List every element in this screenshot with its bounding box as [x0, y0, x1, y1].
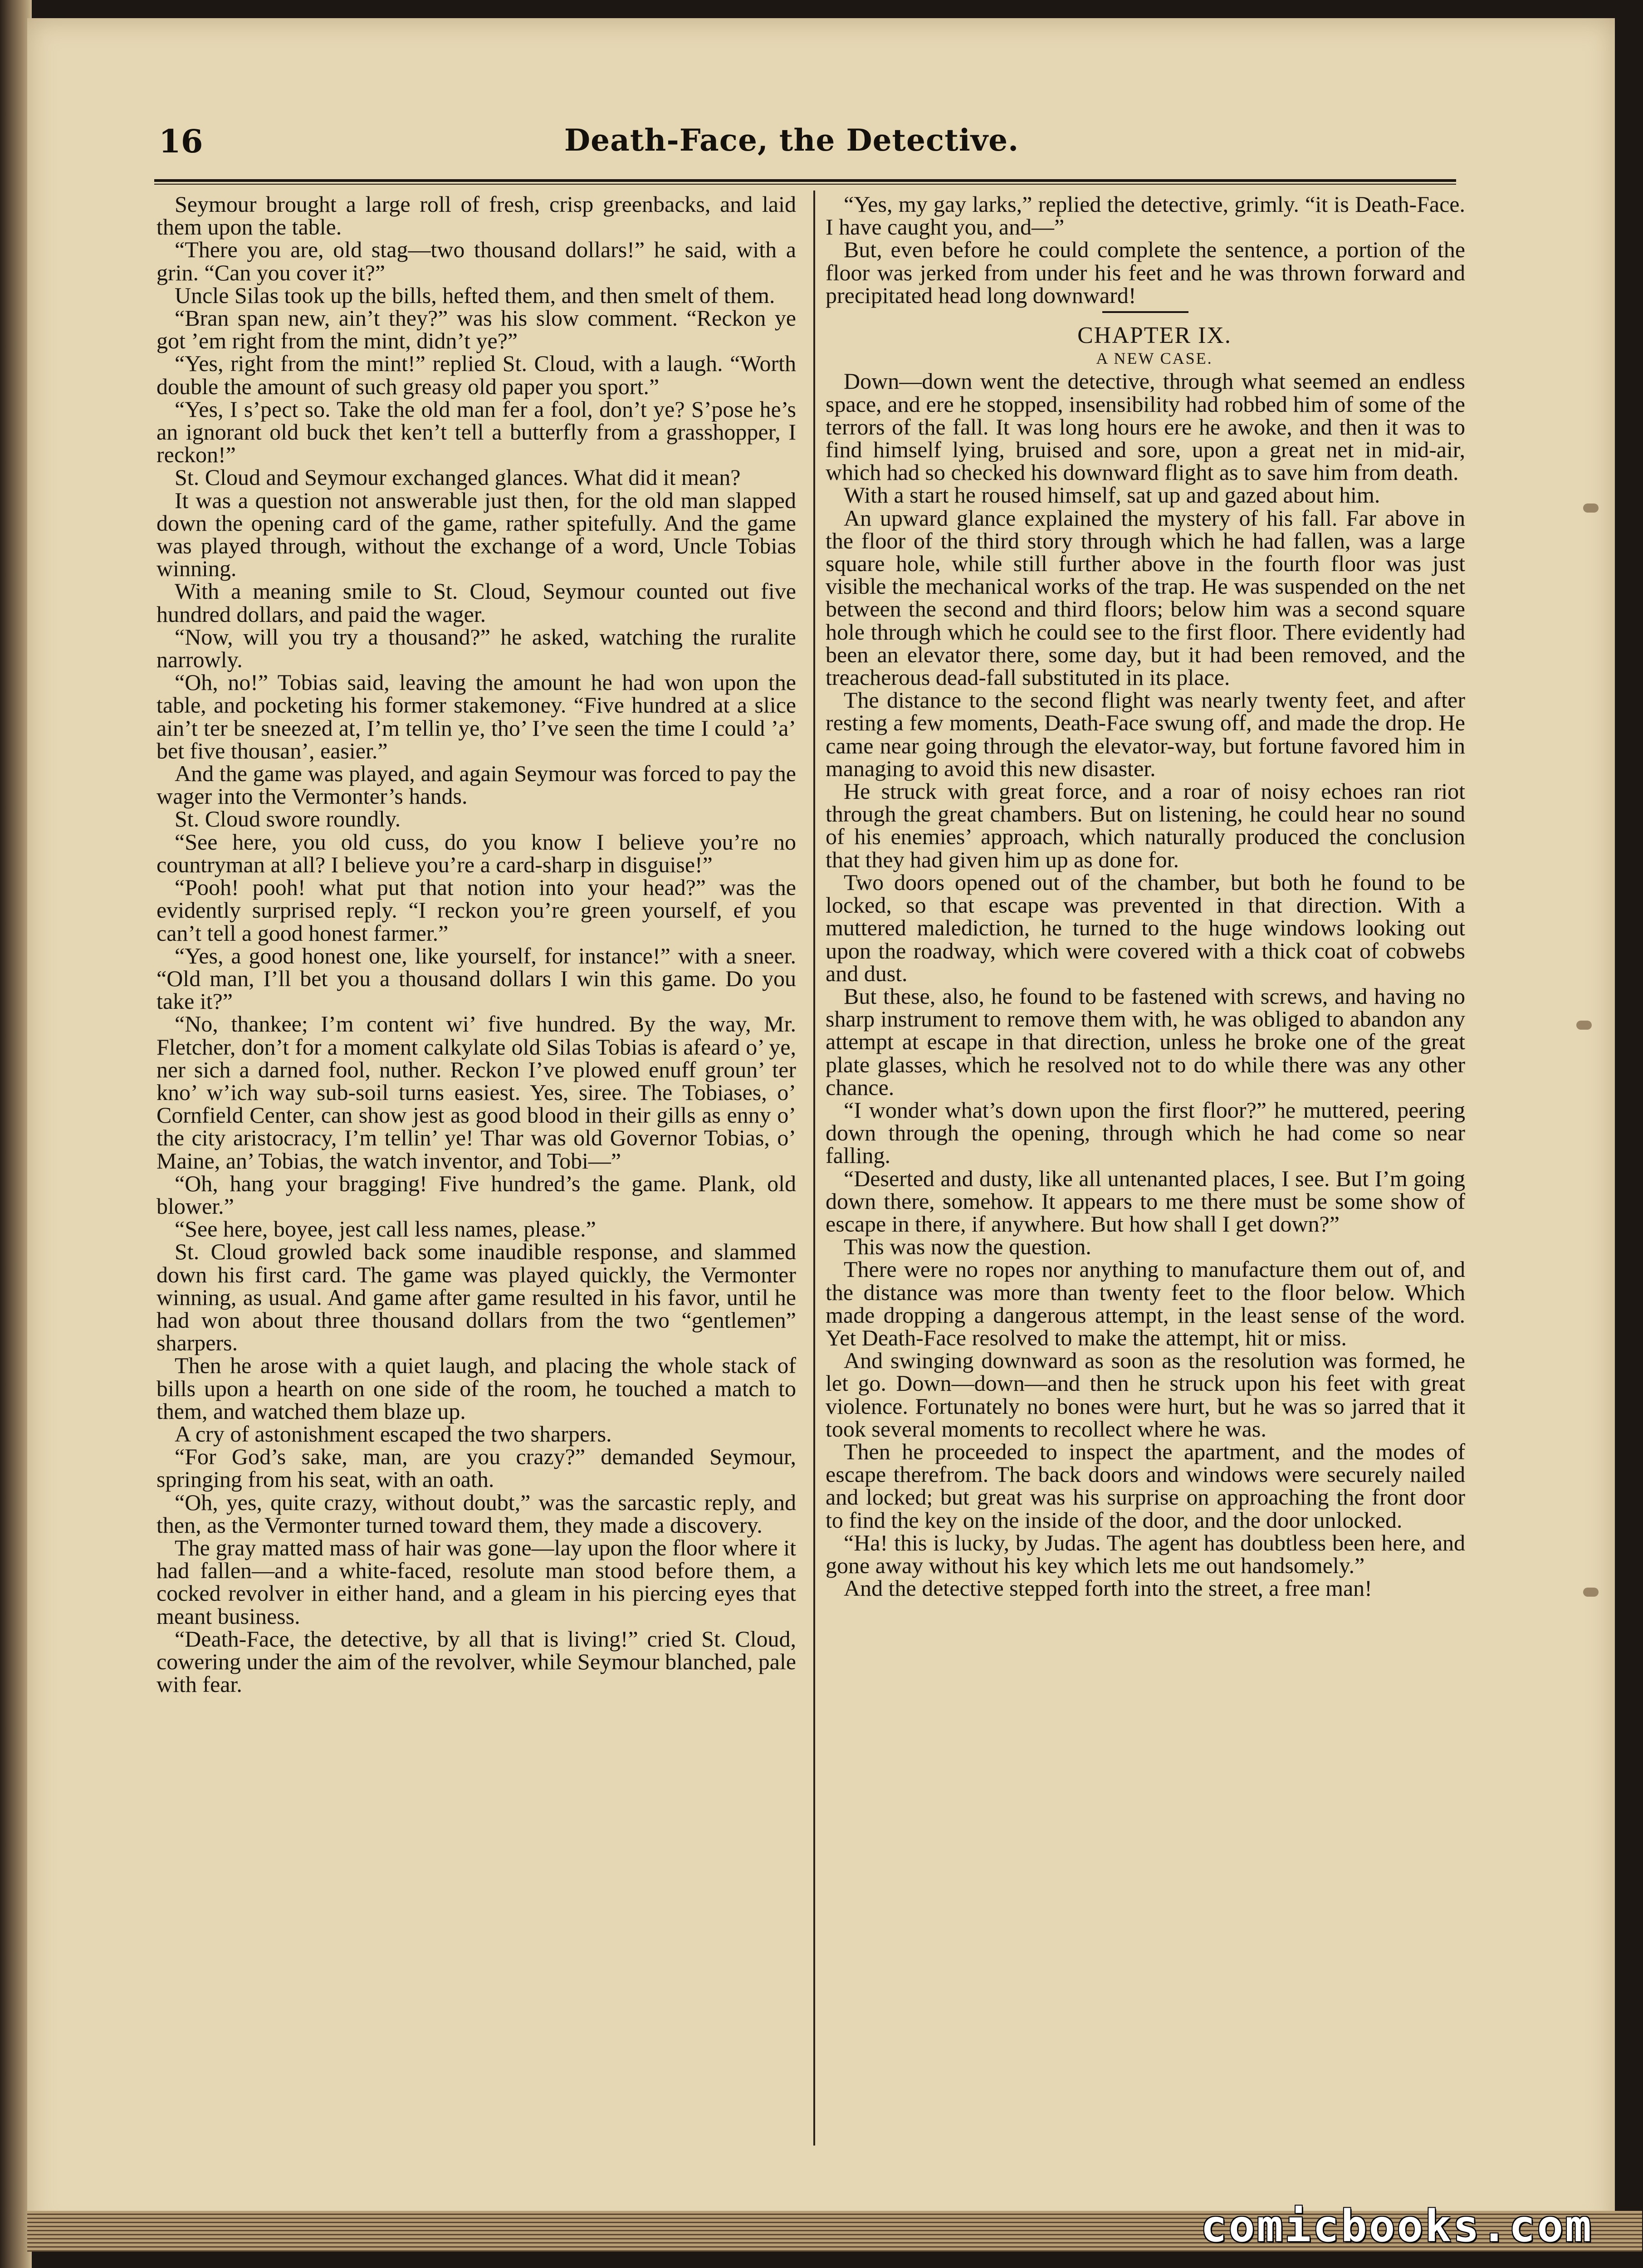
paragraph: He struck with great force, and a roar of noisy echoes ran riot through the great chambers. But on listening, he could hear no sound of his enemies’ approach, which naturally produced the conclusion that they had given him up as done for.: [826, 778, 1465, 872]
paragraph: And the detective stepped forth into the street, a free man!: [844, 1575, 1372, 1601]
paragraph: It was a question not answerable just then, for the old man slapped down the opening card of the game, rather spitefully. And the game was played through, without the exchange of a word, Uncle Tobias winning.: [156, 487, 796, 582]
chapter-title: CHAPTER IX.: [1077, 323, 1232, 349]
binding-tack: [1576, 1021, 1592, 1030]
paragraph: “For God’s sake, man, are you crazy?” demanded Seymour, springing from his seat, with an oath.: [156, 1444, 796, 1492]
paragraph: And the game was played, and again Seymour was forced to pay the wager into the Vermonter’s hands.: [156, 761, 796, 809]
paragraph: There were no ropes nor anything to manufacture them out of, and the distance was more than twenty feet to the floor below. Which made dropping a dangerous attempt, in the least sense of the word. Yet Death-Face resolved to make the attempt, hit or miss.: [826, 1256, 1465, 1350]
paragraph: But, even before he could complete the sentence, a portion of the floor was jerked from under his feet and he was thrown forward and precipitated head long downward!: [826, 237, 1465, 308]
paragraph: Uncle Silas took up the bills, hefted them, and then smelt of them.: [175, 282, 775, 308]
paragraph: “See here, you old cuss, do you know I believe you’re no countryman at all? I believe you’re a card-sharp in disguise!”: [156, 829, 796, 877]
page-number: 16: [159, 122, 203, 160]
paragraph: “See here, boyee, jest call less names, please.”: [175, 1216, 596, 1242]
paragraph: “No, thankee; I’m content wi’ five hundred. By the way, Mr. Fletcher, don’t for a moment calkylate old Silas Tobias is afeard o’ ye, ner sich a darned fool, nuther. Reckon I’ve plowed enuff groun’ ter kno’ w’ich way sub-soil turns easiest. Yes, siree. The Tobiases, o’ Cornfield Center, can show jest as good blood in their gills as enny o’ the city aristocracy, I’m tellin’ ye! Thar was old Governor Tobias, o’ Maine, an’ Tobias, the watch inventor, and Tobi—”: [156, 1011, 796, 1173]
paragraph: “Yes, my gay larks,” replied the detective, grimly. “it is Death-Face. I have caught you, and—”: [826, 191, 1465, 240]
paragraph: “Yes, right from the mint!” replied St. Cloud, with a laugh. “Worth double the amount of such greasy old paper you sport.”: [156, 351, 796, 399]
paragraph: “Death-Face, the detective, by all that is living!” cried St. Cloud, cowering under the aim of the revolver, while Seymour blanched, pale with fear.: [156, 1626, 796, 1697]
right-column-before-chapter: [826, 193, 1465, 307]
right-column-after-chapter: [826, 370, 1465, 1599]
paragraph: An upward glance explained the mystery of his fall. Far above in the floor of the third story through which he had fallen, was a large square hole, while still further above in the fourth floor was just visible the mechanical works of the trap. He was suspended on the net between the second and third floors; below him was a second square hole through which he could see to the first floor. There evidently had been an elevator there, some day, but it had been removed, and the treacherous dead-fall substituted in its place.: [826, 505, 1465, 690]
page-header: [127, 113, 1456, 168]
left-column: [156, 193, 796, 1696]
binding-tack: [1583, 1588, 1599, 1597]
paragraph: And swinging downward as soon as the resolution was formed, he let go. Down—down—and then he struck upon his feet with great violence. Fortunately no bones were hurt, but he was so jarred that it took several moments to recollect where he was.: [826, 1348, 1465, 1442]
paragraph: St. Cloud growled back some inaudible response, and slammed down his first card. The game was played quickly, the Vermonter winning, as usual. And game after game resulted in his favor, until he had won about three thousand dollars from the two “gentlemen” sharpers.: [156, 1239, 796, 1356]
paragraph: “Oh, hang your bragging! Five hundred’s the game. Plank, old blower.”: [156, 1170, 796, 1219]
paragraph: The distance to the second flight was nearly twenty feet, and after resting a few moments, Death-Face swung off, and made the drop. He came near going through the elevator-way, but fortune favored him in managing to avoid this new disaster.: [826, 687, 1465, 781]
paragraph: Two doors opened out of the chamber, but both he found to be locked, so that escape was prevented in that direction. With a muttered malediction, he turned to the huge windows looking out upon the roadway, which were covered with a thick coat of cobwebs and dust.: [826, 869, 1465, 986]
binding-tack: [1583, 503, 1599, 513]
watermark-logo: comicbooks.com: [1200, 2201, 1593, 2252]
paragraph: With a start he roused himself, sat up and gazed about him.: [844, 482, 1380, 508]
paragraph: The gray matted mass of hair was gone—lay upon the floor where it had fallen—and a white-faced, resolute man stood before them, a cocked revolver in either hand, and a gleam in his piercing eyes that meant business.: [156, 1535, 796, 1629]
chapter-subtitle: A NEW CASE.: [1096, 349, 1213, 368]
paragraph: “Yes, I s’pect so. Take the old man fer a fool, don’t ye? S’pose he’s an ignorant old buck thet ken’t tell a butterfly from a grasshopper, I reckon!”: [156, 396, 796, 468]
paragraph: “I wonder what’s down upon the first floor?” he muttered, peering down through the opening, through which he had come so near falling.: [826, 1097, 1465, 1168]
chapter-separator-rule: [1102, 311, 1188, 313]
paragraph: This was now the question.: [844, 1234, 1091, 1260]
paragraph: “Bran span new, ain’t they?” was his slow comment. “Reckon ye got ’em right from the mint, didn’t ye?”: [156, 305, 796, 354]
paragraph: “Deserted and dusty, like all untenanted places, I see. But I’m going down there, somehow. It appears to me there must be some show of escape in there, if anywhere. But how shall I get down?”: [826, 1165, 1465, 1237]
paragraph: “Now, will you try a thousand?” he asked, watching the ruralite narrowly.: [156, 624, 796, 673]
paragraph: Down—down went the detective, through what seemed an endless space, and ere he stopped, insensibility had robbed him of some of the terrors of the fall. It was long hours ere he awoke, and then it was to find himself lying, bruised and sore, upon a great net in mid-air, which had so checked his downward flight as to save him from death.: [826, 368, 1465, 485]
paragraph: Seymour brought a large roll of fresh, crisp greenbacks, and laid them upon the table.: [156, 191, 796, 240]
right-column: [826, 193, 1465, 1599]
paragraph: With a meaning smile to St. Cloud, Seymour counted out five hundred dollars, and paid the wager.: [156, 578, 796, 627]
paragraph: “There you are, old stag—two thousand dollars!” he said, with a grin. “Can you cover it?”: [156, 237, 796, 285]
paragraph: Then he arose with a quiet laugh, and placing the whole stack of bills upon a hearth on one side of the room, he touched a match to them, and watched them blaze up.: [156, 1353, 796, 1424]
paragraph: “Oh, no!” Tobias said, leaving the amount he had won upon the table, and pocketing his former stakemoney. “Five hundred at a slice ain’t ter be sneezed at, I’m tellin ye, tho’ I’ve seen the time I could ’a’ bet five thousan’, easier.”: [156, 670, 796, 763]
paragraph: But these, also, he found to be fastened with screws, and having no sharp instrument to remove them with, he was obliged to abandon any attempt at escape in that direction, unless he broke one of the great plate glasses, which he resolved not to do while there was any other chance.: [826, 983, 1465, 1100]
header-rule: [154, 179, 1456, 185]
paragraph: “Yes, a good honest one, like yourself, for instance!” with a sneer. “Old man, I’ll bet you a thousand dollars I win this game. Do you take it?”: [156, 943, 796, 1014]
paragraph: “Pooh! pooh! what put that notion into your head?” was the evidently surprised reply. “I reckon you’re green yourself, ef you can’t tell a good honest farmer.”: [156, 875, 796, 946]
column-divider: [813, 191, 815, 2146]
paragraph: “Ha! this is lucky, by Judas. The agent has doubtless been here, and gone away without his key which lets me out handsomely.”: [826, 1530, 1465, 1578]
paragraph: “Oh, yes, quite crazy, without doubt,” was the sarcastic reply, and then, as the Vermonter turned toward them, they made a discovery.: [156, 1489, 796, 1538]
paragraph: Then he proceeded to inspect the apartment, and the modes of escape therefrom. The back doors and windows were securely nailed and locked; but great was his surprise on approaching the front door to find the key on the inside of the door, and the door unlocked.: [826, 1438, 1465, 1533]
paragraph: St. Cloud and Seymour exchanged glances. What did it mean?: [175, 464, 741, 490]
page-title: Death-Face, the Detective.: [564, 122, 1019, 158]
paragraph: St. Cloud swore roundly.: [175, 806, 401, 832]
paragraph: A cry of astonishment escaped the two sharpers.: [175, 1421, 612, 1447]
